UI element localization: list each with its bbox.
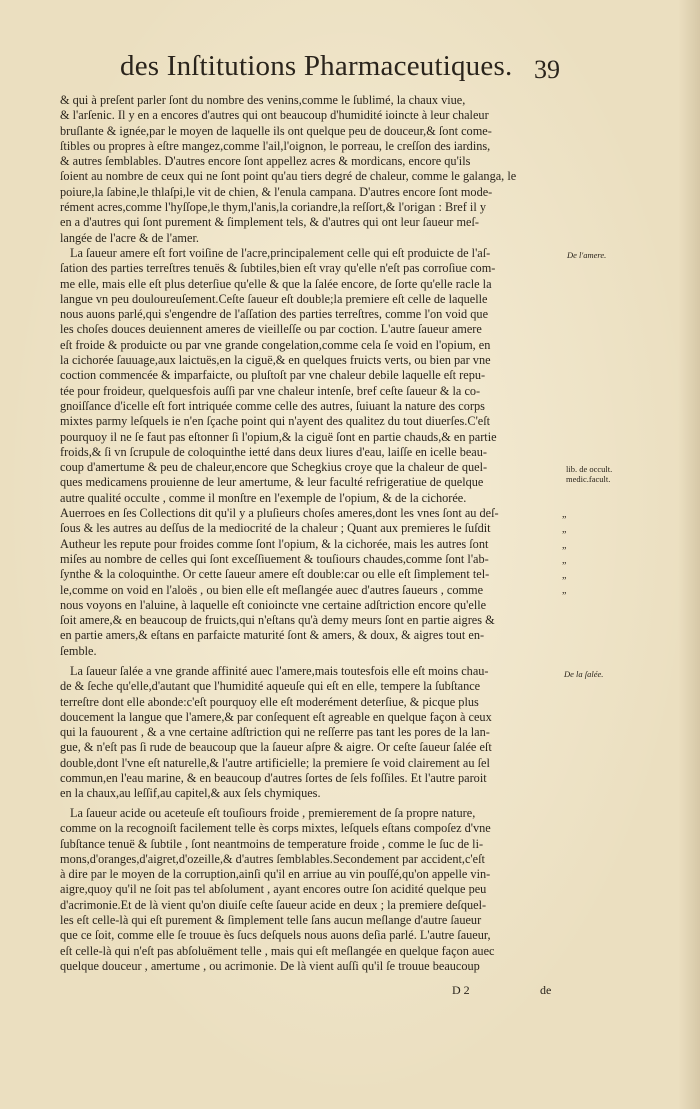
text-line: en la chaux,au leſſif,au capitel,& aux ſels chymiques.	[60, 786, 321, 801]
text-line: langée de l'acre & de l'amer.	[60, 230, 199, 245]
text-line: ſation des parties terreſtres tenuës & ſubtiles,bien eſt vray qu'elle n'eſt pas corroſiue com-	[60, 261, 496, 276]
text-line: bruſlante & ignée,par le moyen de laquelle ils ont quelque peu de douceur,& ſont come-	[60, 123, 492, 138]
quote-mark: „	[562, 509, 567, 520]
text-line: d'acrimonie.Et de là vient qu'on diuiſe ceſte ſaueur acide en deux ; la premiere deſquel-	[60, 897, 487, 912]
quote-mark: „	[562, 585, 567, 597]
quote-mark: „	[562, 539, 567, 551]
text-line: aigre,quoy qu'il ne ſoit pas tel abſolument , ayant encores outre ſon acidité quelque peu	[60, 882, 487, 897]
text-line: Auerroes en ſes Collections dit qu'il y a pluſieurs choſes ameres,dont les vnes ſont au deſ-	[60, 506, 499, 521]
text-line: tée pour froideur, quelquesfois auſſi par vne chaleur intenſe, bref ceſte ſaueur & la co-	[60, 383, 481, 398]
text-line: en partie amers,& eſtans en parfaicte maturité ſont & amers, & doux, & aigres tout en-	[60, 628, 485, 643]
quotation-marks	[562, 507, 566, 599]
paragraph-salty	[60, 664, 570, 802]
text-line: mons,d'oranges,d'aigret,d'ozeille,& d'autres ſemblables.Secondement par accident,c'eſt	[60, 851, 485, 866]
text-line: ſoient au nombre de ceux qui ne ſont point qu'au tiers degré de chaleur, comme le galanga, le	[60, 169, 517, 184]
text-line: ſemble.	[60, 643, 97, 658]
text-line: froids,& ſi vn ſcrupule de coloquinthe ietté dans deux liures d'eau, laiſſe en icelle beau-	[60, 444, 487, 459]
text-line: la cichorée ſauuage,aux laictuës,en la ciguë,& en quelques fruicts verts, ou bien par vne	[60, 353, 491, 368]
text-line: doucement la langue que l'amere,& par conſequent eſt agreable en quelque façon à ceux	[60, 709, 492, 724]
signature-mark: D 2	[452, 983, 470, 997]
text-line: nous voyons en l'aluine, à laquelle eſt conioincte vne certaine adſtriction encore qu'elle	[60, 597, 487, 612]
text-line: nous auons parlé,qui s'engendre de l'aſſation des parties terreſtres, comme l'on void que	[60, 307, 489, 322]
text-line: coction commencée & imparfaicte, ou pluſtoſt par vne chaleur debile laquelle eſt repu-	[60, 368, 486, 383]
text-line: ſubſtance tenuë & ſubtile , ſont neantmoins de temperature froide , comme le ſuc de li-	[60, 836, 484, 851]
text-line: les choſes douces deuiennent ameres de vieilleſſe ou par coction. L'autre ſaueur amere	[60, 322, 482, 337]
text-line: eſt celle-là qui n'eſt pas abſoluëment telle , mais qui eſt meſlangée en quelque façon auec	[60, 943, 495, 958]
paragraph-acrid-continued	[60, 93, 570, 246]
text-line: gue, & n'eſt pas ſi rude de beaucoup que la ſaueur aſpre & aigre. Or ceſte ſaueur ſalée eſt	[60, 740, 492, 755]
text-line: & l'arſenic. Il y en a encores d'autres qui ont beaucoup d'humidité ioincte à leur chaleur	[60, 108, 489, 123]
text-line: autre qualité occulte , comme il monſtre en l'exemple de l'opium, & de la cichorée.	[60, 490, 467, 505]
quote-mark: „	[562, 524, 567, 536]
text-line: langue vn peu douloureuſement.Ceſte ſaueur eſt double;la premiere eſt celle de laquelle	[60, 291, 488, 306]
running-title: des Inſtitutions Pharmaceutiques.	[120, 50, 513, 82]
text-line: en a d'autres qui ſont purement & ſimplement tels, & d'autres qui ont leur ſaueur meſ-	[60, 215, 480, 230]
page-edge-shadow	[678, 0, 700, 1109]
paragraph-acid	[60, 806, 570, 974]
text-line: eſt froide & produicte ou par vne grande congelation,comme cela ſe void en l'opium, en	[60, 337, 491, 352]
text-line: rément acres,comme l'hyſſope,le thym,l'anis,la coriandre,la reſſort,& l'origan : Bref il y	[60, 200, 486, 215]
text-line: que ce ſoit, comme elle ſe trouue ès ſucs deſquels nous auons deſia parlé. L'autre ſaueur,	[60, 928, 491, 943]
text-line: commun,en l'eau marine, & en beaucoup d'autres ſortes de ſels foſſiles. Et l'autre paroit	[60, 771, 487, 786]
text-line: terreſtre dont elle abonde:c'eſt pourquoy elle eſt moderément deterſiue, & picque plus	[60, 694, 479, 709]
text-line: me elle, mais elle eſt plus deterſiue qu'elle & que la ſalée encore, de ſorte qu'elle racle la	[60, 276, 492, 291]
text-line: mixtes parmy leſquels ie n'en ſçache point qui n'ayent des qualitez du tout diuerſes.C'eſt	[60, 414, 491, 429]
text-line: quelque douceur , amertume , ou acrimonie. De là vient auſſi qu'il ſe trouue beaucoup	[60, 958, 480, 973]
text-line: & autres ſemblables. D'autres encore ſont appellez acres & mordicans, encore qu'ils	[60, 154, 471, 169]
paragraph-bitter	[60, 246, 570, 659]
text-line: les eſt celle-là qui eſt purement & ſimplement telle ſans aucun meſlange d'autre ſaueur	[60, 913, 482, 928]
text-line: coup d'amertume & peu de chaleur,encore que Schegkius croye que la chaleur de quel-	[60, 460, 488, 475]
text-line: pourquoy il ne ſe faut pas eſtonner ſi l'opium,& la ciguë ſont en partie chauds,& en partie	[60, 429, 497, 444]
text-line: de & ſeche qu'elle,d'autant que l'humidité aqueuſe qui eſt en elle, tempere la ſubſtance	[60, 679, 481, 694]
quote-mark: „	[562, 570, 567, 582]
text-line: Autheur les repute pour froides comme ſont l'opium, & la cichorée, mais les autres ſont	[60, 536, 489, 551]
margin-note-occult: lib. de occult. medic.facult.	[566, 464, 613, 484]
text-line: La ſaueur ſalée a vne grande affinité auec l'amere,mais toutesfois elle eſt moins chau-	[70, 664, 489, 678]
page-number: 39	[534, 55, 560, 84]
page-header	[0, 50, 700, 90]
text-line: ſtibles ou propres à eſtre mangez,comme l'ail,l'oignon, le porreau, le creſſon des iardins,	[60, 138, 491, 153]
text-line: le,comme on void en l'aloës , ou bien elle eſt meſlangée auec d'autres ſaueurs , comme	[60, 582, 484, 597]
text-line: à dire par le moyen de la corruption,ainſi qu'il en arriue au vin pouſſé,qu'on appelle vin-	[60, 867, 491, 882]
margin-note-amere: De l'amere.	[567, 250, 607, 260]
text-line: poiure,la ſabine,le thlaſpi,le vit de chien, & l'enula campana. D'autres encore ſont mode-	[60, 184, 493, 199]
text-line: ques medicamens prouienne de leur amertume, & leur faculté refrigeratiue de quelque	[60, 475, 484, 490]
text-line: miſes au nombre de celles qui ſont exceſſiuement & touſiours chaudes,comme ſont l'ab-	[60, 551, 489, 566]
margin-note-salee: De la ſalée.	[564, 669, 604, 679]
text-line: gnoiſſance d'icelle eſt fort intriquée comme celle des autres, ſuiuant la nature des corps	[60, 398, 485, 413]
text-line: double,dont l'vne eſt naturelle,& l'autre artificielle; la premiere ſe void clairement au ſel	[60, 755, 490, 770]
text-line: ſous & les autres au deſſus de la mediocrité de la chaleur ; Quant aux premieres le ſuſdit	[60, 521, 491, 536]
catchword: de	[540, 983, 552, 997]
text-line: qui la fauourent , & a vne certaine adſtriction qui ne reſſerre pas tant les pores de la lan-	[60, 725, 490, 740]
text-line: & qui à preſent parler ſont du nombre des venins,comme le ſublimé, la chaux viue,	[60, 93, 466, 107]
text-line: comme on la recognoiſt facilement telle ès corps mixtes, leſquels eſtans compoſez d'vne	[60, 821, 491, 836]
text-line: La ſaueur amere eſt fort voiſine de l'acre,principalement celle qui eſt produicte de l'aſ-	[70, 246, 491, 260]
text-line: La ſaueur acide ou aceteuſe eſt touſiours froide , premierement de ſa propre nature,	[70, 806, 476, 820]
quote-mark: „	[562, 554, 567, 566]
text-line: ſoit amere,& en beaucoup de fruicts,qui n'eſtans qu'à demy meurs ſont en partie aigres &	[60, 613, 495, 628]
text-line: ſynthe & la coloquinthe. Or cette ſaueur amere eſt double:car ou elle eſt ſimplement tel-	[60, 567, 490, 582]
